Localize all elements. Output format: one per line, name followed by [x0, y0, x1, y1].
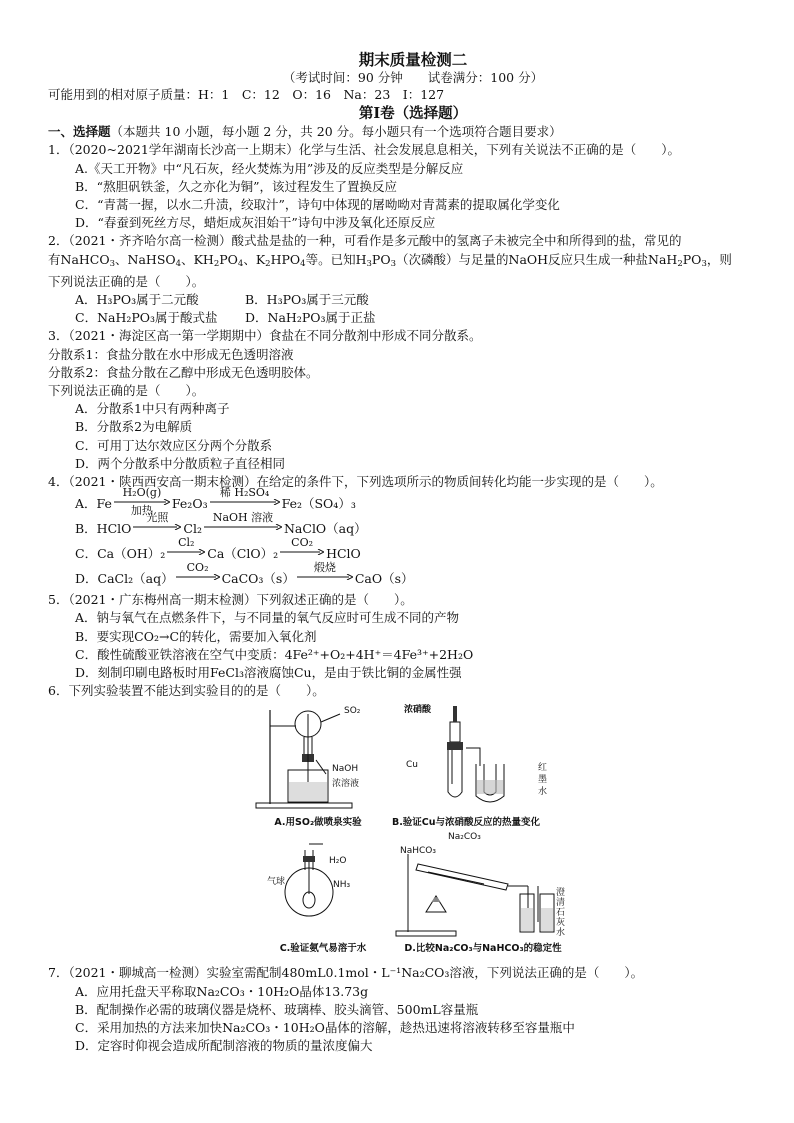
acid-label: 浓硝酸 [404, 705, 432, 716]
q1-option-c: C．“青蒿一握，以水二升渍，绞取汁”，诗句中体现的屠呦呦对青蒿素的提取属化学变化 [75, 197, 560, 213]
q7-option-d: D．定容时仰视会造成所配制溶液的物质的量浓度偏大 [75, 1038, 373, 1054]
arrow-condition: 稀 H₂SO₄ [219, 485, 270, 499]
balloon-label: 气球 [267, 877, 286, 888]
q2-option-d: D．NaH₂PO₃属于正盐 [245, 310, 376, 326]
q1-option-b: B．“熬胆矾铁釜，久之亦化为铜”，该过程发生了置换反应 [75, 178, 397, 194]
water-label: H₂O [329, 856, 347, 867]
q2-options-cd [48, 309, 748, 327]
arrow-condition: CO₂ [291, 535, 314, 549]
cu-label: Cu [406, 760, 418, 771]
q2-stem-line3: 下列说法正确的是（ ）。 [48, 273, 205, 289]
arrow-condition: CO₂ [186, 560, 209, 574]
q2-option-a: A．H₃PO₃属于二元酸 [75, 292, 199, 308]
q2-text: （次磷酸）与足量的NaOH反应只生成一种盐NaH [396, 251, 678, 267]
q4d-mid: CaCO₃（s） [221, 571, 295, 587]
so2-label: SO₂ [344, 706, 361, 717]
q2-text: 、NaHSO [115, 251, 176, 267]
q3-stem: 3．（2021・海淀区高一第一学期期中）食盐在不同分散剂中形成不同分散系。 [48, 328, 482, 344]
q2-option-b: B．H₃PO₃属于三元酸 [245, 292, 369, 308]
q2-option-c: C．NaH₂PO₃属于酸式盐 [75, 310, 218, 326]
section-label: 一、选择题 [48, 124, 111, 140]
q2-text: PO [371, 251, 391, 267]
q2-text: 有NaHCO [48, 251, 110, 267]
q3-ask: 下列说法正确的是（ ）。 [48, 383, 205, 399]
figure-a [248, 704, 378, 826]
q4-stem: 4．（2021・陕西西安高一期末检测）在给定的条件下，下列选项所示的物质间转化均能一步实现的是（ ）。 [48, 474, 663, 490]
arrow-condition: H₂O(g) [122, 485, 162, 499]
arrow-condition: Cl₂ [178, 535, 195, 549]
q3-system1: 分散系1：食盐分散在水中形成无色透明溶液 [48, 346, 294, 362]
section-note: （本题共 10 小题，每小题 2 分，共 20 分。每小题只有一个选项符合题目要求） [110, 124, 562, 140]
exam-info: （考试时间：90 分钟 试卷满分：100 分） [282, 70, 544, 85]
q2-text: PO [219, 251, 238, 267]
q4c-end: HClO [326, 546, 361, 562]
q3-system2: 分散系2：食盐分散在乙醇中形成无色透明胶体。 [48, 364, 319, 380]
q4c-mid: Ca（ClO）₂ [207, 546, 279, 562]
q3-option-c: C．可用丁达尔效应区分两个分散系 [75, 437, 273, 453]
q4b-start: B．HClO [75, 521, 132, 537]
arrow-condition: 光照 [146, 510, 169, 524]
q5-option-d: D．刻制印刷电路板时用FeCl₃溶液腐蚀Cu，是由于铁比铜的金属性强 [75, 665, 462, 681]
q6-figures [48, 704, 748, 962]
q2-text: 等。已知H [305, 251, 367, 267]
na2co3-label: Na₂CO₃ [448, 832, 481, 843]
arrow-condition: NaOH 溶液 [212, 510, 274, 524]
q3-option-b: B．分散系2为电解质 [75, 419, 193, 435]
q4a-end: Fe₂（SO₄）₃ [281, 496, 356, 512]
figure-b [398, 704, 548, 812]
ammonia-flask-illustration [263, 842, 383, 942]
q4a-start: A．Fe [75, 496, 112, 512]
reaction-arrow [297, 562, 353, 592]
naoh-solution-label: 浓溶液 [332, 779, 360, 790]
ink-label: 水 [538, 787, 548, 798]
ink-label: 墨 [538, 775, 548, 786]
q4b-mid: Cl₂ [183, 521, 202, 537]
q2-text: ，则 [706, 251, 732, 267]
q6-stem: 6．下列实验装置不能达到实验目的的是（ ）。 [48, 683, 325, 699]
q2-text: 、KH [181, 251, 214, 267]
q5-option-b: B．要实现CO₂→C的转化，需要加入氧化剂 [75, 628, 317, 644]
exam-page [48, 50, 748, 1056]
q1-stem: 1．（2020~2021学年湖南长沙高一上期末）化学与生活、社会发展息息相关，下列有关说法不正确的是（ ）。 [48, 142, 681, 158]
figure-d [388, 832, 568, 940]
q7-option-a: A．应用托盘天平称取Na₂CO₃・10H₂O晶体13.73g [75, 983, 369, 999]
arrow-condition: 加热 [130, 503, 153, 517]
arrow-condition: 煅烧 [313, 560, 336, 574]
q4-option-d [48, 560, 748, 591]
reaction-arrow [204, 512, 282, 542]
q3-option-a: A．分散系1中只有两种离子 [75, 401, 230, 417]
q4d-start: D．CaCl₂（aq） [75, 571, 174, 587]
figure-c-caption: C.验证氨气易溶于水 [279, 943, 367, 955]
figure-a-caption: A.用SO₂做喷泉实验 [274, 817, 362, 829]
q2-text: PO [682, 251, 702, 267]
q3-option-d: D．两个分散系中分散质粒子直径相同 [75, 455, 286, 471]
q4c-start: C．Ca（OH）₂ [75, 546, 166, 562]
nahco3-label: NaHCO₃ [400, 846, 436, 857]
atomic-masses: 可能用到的相对原子质量：H：1 C：12 O：16 Na：23 I：127 [48, 87, 445, 102]
q4a-mid: Fe₂O₃ [171, 496, 208, 512]
naoh-label: NaOH [332, 764, 359, 775]
q2-text: 、K [243, 251, 266, 267]
page-title: 期末质量检测二 [358, 50, 468, 69]
reaction-arrow [176, 562, 220, 592]
q4-option-c [48, 535, 748, 566]
q4d-end: CaO（s） [354, 571, 414, 587]
q2-options-ab [48, 291, 748, 309]
fountain-apparatus-illustration [248, 704, 378, 810]
q1-option-a: A.《天工开物》中“凡石灰，经火焚炼为用”涉及的反应类型是分解反应 [75, 160, 464, 176]
u-tube-apparatus-illustration [398, 704, 548, 808]
q4b-end: NaClO（aq） [283, 521, 367, 537]
q7-option-c: C．采用加热的方法来加快Na₂CO₃・10H₂O晶体的溶解，趁热迅速将溶液转移至容量瓶中 [75, 1020, 575, 1036]
part-title: 第Ⅰ卷（选择题） [358, 105, 468, 123]
nh3-label: NH₃ [333, 880, 351, 891]
figure-d-caption: D.比较Na₂CO₃与NaHCO₃的稳定性 [404, 943, 562, 955]
q1-option-d: D．“春蚕到死丝方尽，蜡炬成灰泪始干”诗句中涉及氧化还原反应 [75, 215, 436, 231]
q7-option-b: B．配制操作必需的玻璃仪器是烧杯、玻璃棒、胶头滴管、500mL容量瓶 [75, 1001, 479, 1017]
q5-option-a: A．钠与氧气在点燃条件下，与不同量的氧气反应时可生成不同的产物 [75, 610, 460, 626]
limewater-label: 澄清石灰水 [556, 888, 566, 939]
figure-b-caption: B.验证Cu与浓硝酸反应的热量变化 [391, 817, 541, 829]
q5-stem: 5．（2021・广东梅州高一期末检测）下列叙述正确的是（ ）。 [48, 592, 413, 608]
q7-stem: 7．（2021・聊城高一检测）实验室需配制480mL0.1mol・L⁻¹Na₂CO₃溶液，下列说法正确的是（ ）。 [48, 965, 644, 981]
q2-text: HPO [270, 251, 301, 267]
section-heading [48, 123, 748, 141]
ink-label: 红 [538, 763, 548, 774]
q5-option-c: C．酸性硫酸亚铁溶液在空气中变质：4Fe²⁺+O₂+4H⁺＝4Fe³⁺+2H₂O [75, 646, 474, 662]
q2-stem-line2: 有NaHCO$_3$、NaHSO$_4$、$KH_2PO_4$、$K_2HPO_4$等。已知$H_3PO_3$（次磷酸）与足量的NaOH反应只生成一种盐$NaH_2PO_3$，则 [48, 251, 732, 269]
q2-stem-line1: 2．（2021・齐齐哈尔高一检测）酸式盐是盐的一种，可看作是多元酸中的氢离子未被完全中和所得到的盐，常见的 [48, 233, 682, 249]
figure-c [263, 842, 383, 942]
